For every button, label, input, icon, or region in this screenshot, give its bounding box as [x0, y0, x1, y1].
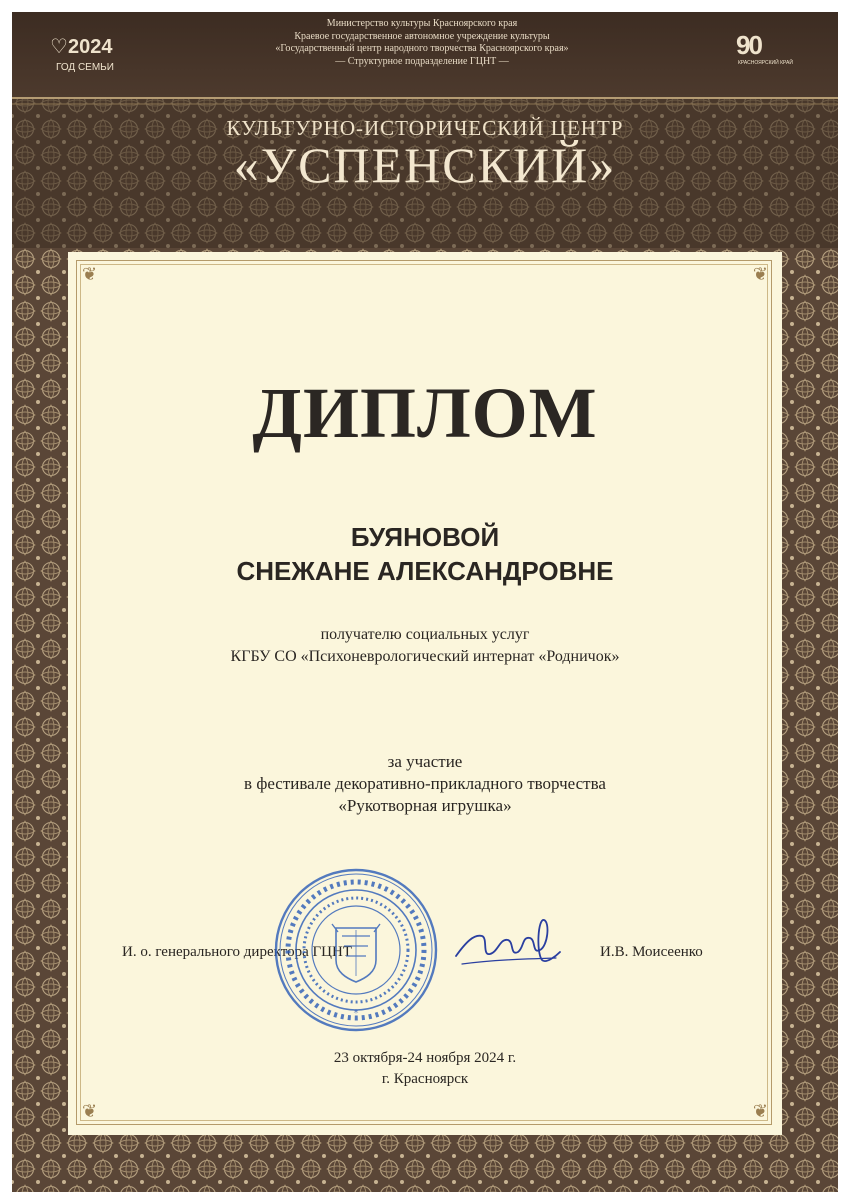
- award-reason: [68, 751, 782, 817]
- recipient-name: [68, 520, 782, 588]
- signatory-position: И. о. генерального директора ГЦНТ: [122, 944, 352, 960]
- family-year-logo: [48, 34, 118, 84]
- diploma-sheet: [12, 12, 838, 1192]
- signatory-name: И.В. Моисеенко: [600, 944, 703, 960]
- logo-year: 2024: [68, 36, 113, 58]
- reason-line: «Рукотворная игрушка»: [338, 796, 512, 815]
- recipient-role: [68, 624, 782, 668]
- ministry-line: «Государственный центр народного творчества Красноярского края»: [275, 43, 569, 54]
- reason-line: в фестивале декоративно-прикладного творчества: [244, 774, 606, 793]
- ministry-line: Министерство культуры Красноярского края: [326, 18, 518, 29]
- event-date-range: 23 октября-24 ноября 2024 г.: [333, 1050, 517, 1066]
- recipient-surname: БУЯНОВОЙ: [350, 522, 500, 552]
- centre-name: КУЛЬТУРНО-ИСТОРИЧЕСКИЙ ЦЕНТР: [226, 116, 624, 140]
- event-dates: [68, 1048, 782, 1090]
- role-line: КГБУ СО «Психоневрологический интернат «Родничок»: [230, 648, 620, 665]
- diploma-title: ДИПЛОМ: [252, 373, 598, 453]
- official-seal-icon: [272, 866, 440, 1034]
- logo-number: 90: [736, 30, 761, 60]
- logo-caption: КРАСНОЯРСКИЙ КРАЙ: [738, 60, 793, 66]
- reason-line: за участие: [387, 752, 463, 771]
- centre-title: «УСПЕНСКИЙ»: [233, 137, 617, 193]
- diploma-panel: [68, 252, 782, 1135]
- role-line: получателю социальных услуг: [320, 626, 530, 643]
- ministry-line: Краевое государственное автономное учреждение культуры: [294, 30, 550, 42]
- recipient-given-name: СНЕЖАНЕ АЛЕКСАНДРОВНЕ: [236, 556, 614, 586]
- signature-icon: [452, 912, 562, 972]
- corner-ornament-icon: ❦: [82, 264, 98, 285]
- corner-ornament-icon: ❦: [82, 1101, 98, 1122]
- svg-text:*: *: [353, 1008, 359, 1019]
- krasnoyarsk-90-logo: [730, 30, 800, 80]
- logo-caption: ГОД СЕМЬИ: [56, 62, 114, 73]
- event-city: г. Красноярск: [381, 1071, 469, 1087]
- corner-ornament-icon: ❦: [752, 1101, 768, 1122]
- ministry-text: [212, 18, 632, 68]
- diploma-header: [12, 12, 838, 252]
- corner-ornament-icon: ❦: [752, 264, 768, 285]
- heart-icon: ♡: [50, 34, 68, 58]
- ministry-line: — Структурное подразделение ГЦНТ —: [335, 55, 509, 67]
